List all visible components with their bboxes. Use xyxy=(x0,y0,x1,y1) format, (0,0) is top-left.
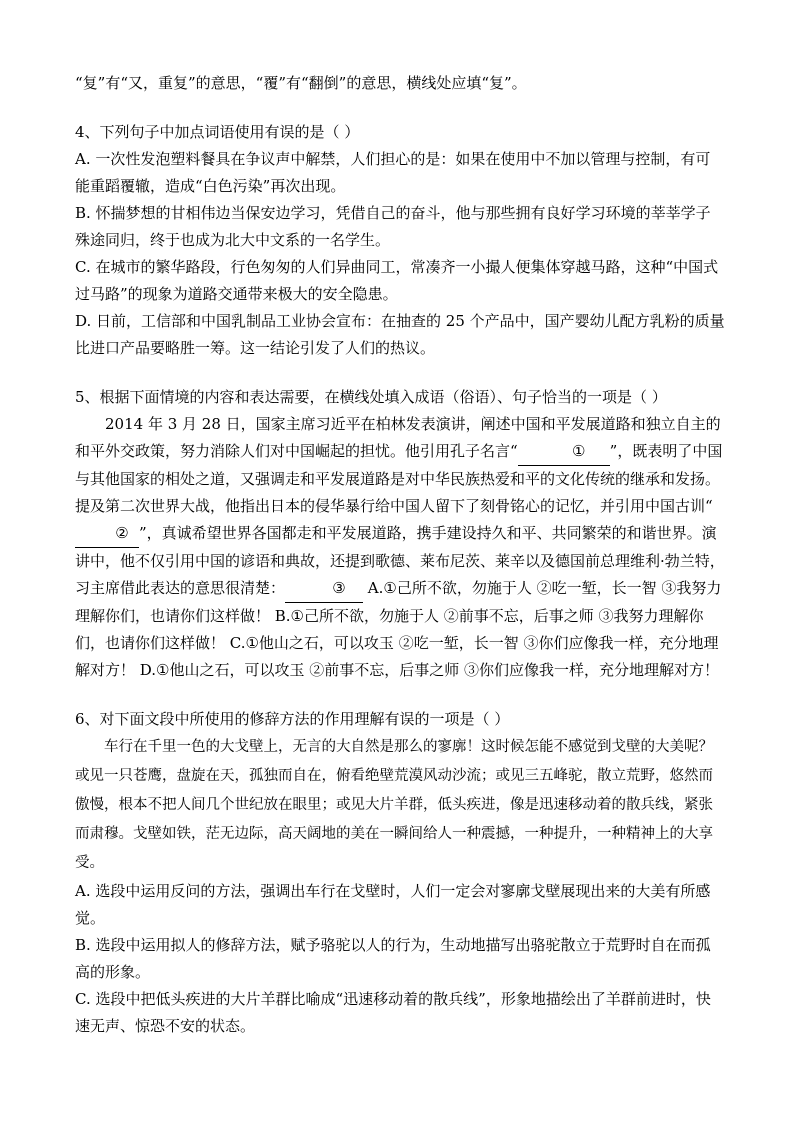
answer-explanation-line: “复”有“又，重复”的意思，“覆”有“翻倒”的意思，横线处应填“复”。 xyxy=(75,74,527,92)
question-4-option-a: A. 一次性发泡塑料餐具在争议声中解禁，人们担心的是：如果在使用中不加以管理与控制，有可能重蹈覆辙，造成“白色污染”再次出现。 xyxy=(75,150,711,195)
fill-blank-2: ② xyxy=(75,520,139,548)
question-4-stem: 4、下列句子中加点词语使用有误的是（ ） xyxy=(75,123,360,141)
document-page xyxy=(75,70,725,1040)
question-5-options: A.①己所不欲，勿施于人 ②吃一堑，长一智 ③我努力理解你们，也请你们这样做！ B.①己所不欲，勿施于人 ②前事不忘，后事之师 ③我努力理解你们，也请你们这样做！ C.①他山之石，可以攻玉 ②吃一堑，长一智 ③你们应像我一样，充分地理解对方！ D.①他山之石，可以攻玉 ②前事不忘，后事之师 ③你们应像我一样，充分地理解对方！ xyxy=(75,579,722,679)
question-6 xyxy=(75,706,725,1040)
question-6-option-b: B. 选段中运用拟人的修辞方法，赋予骆驼以人的行为，生动地描写出骆驼散立于荒野时自在而孤高的形象。 xyxy=(75,936,711,981)
question-4-option-d: D. 日前，工信部和中国乳制品工业协会宣布：在抽查的 25 个产品中，国产婴幼儿配方乳粉的质量比进口产品要略胜一筹。这一结论引发了人们的热议。 xyxy=(75,312,725,357)
passage-part-3: ”，真诚希望世界各国都走和平发展道路，携手建设持久和平、共同繁荣的和谐世界。演讲中，他不仅引用中国的谚语和典故，还提到歌德、莱布尼茨、莱辛以及德国前总理维利·勃兰特，习主席借此表达的意思很清楚： xyxy=(75,524,725,597)
question-4-option-c: C. 在城市的繁华路段，行色匆匆的人们异曲同工，常凑齐一小撮人便集体穿越马路，这种“中国式过马路”的现象为道路交通带来极大的安全隐患。 xyxy=(75,258,719,303)
question-5-stem: 5、根据下面情境的内容和表达需要，在横线处填入成语（俗语）、句子恰当的一项是（ ） xyxy=(75,388,667,406)
passage-part-1: 2014 年 3 月 28 日，国家主席习近平在柏林发表演讲，阐述中国和平发展道路和独立自主的和平外交政策，努力消除人们对中国崛起的担忧。他引用孔子名言“ xyxy=(75,415,721,460)
question-6-passage: 车行在千里一色的大戈壁上，无言的大自然是那么的寥廓！这时候怎能不感觉到戈壁的大美呢？或见一只苍鹰，盘旋在天，孤独而自在，俯看绝壁荒漠风动沙流；或见三五峰驼，散立荒野，悠然而傲慢，根本不把人间几个世纪放在眼里；或见大片羊群，低头疾进，像是迅速移动着的散兵线，紧张而肃穆。戈壁如铁，茫无边际，高天阔地的美在一瞬间给人一种震撼，一种提升，一种精神上的大享受。 xyxy=(75,739,713,871)
question-4-option-b: B. 怀揣梦想的甘相伟边当保安边学习，凭借自己的奋斗，他与那些拥有良好学习环境的莘莘学子殊途同归，终于也成为北大中文系的一名学生。 xyxy=(75,204,711,249)
question-6-option-c: C. 选段中把低头疾进的大片羊群比喻成“迅速移动着的散兵线”，形象地描绘出了羊群前进时，快速无声、惊恐不安的状态。 xyxy=(75,990,711,1035)
fill-blank-3: ③ xyxy=(285,575,363,603)
question-6-stem: 6、对下面文段中所使用的修辞方法的作用理解有误的一项是（ ） xyxy=(75,710,510,728)
fill-blank-1: ① xyxy=(518,438,610,466)
question-4 xyxy=(75,119,725,362)
question-6-option-a: A. 选段中运用反问的方法，强调出车行在戈壁时，人们一定会对寥廓戈壁展现出来的大美有所感觉。 xyxy=(75,882,711,927)
passage-part-2: ”，既表明了中国与其他国家的相处之道，又强调走和平发展道路是对中华民族热爱和平的文化传统的继承和发扬。提及第二次世界大战，他指出日本的侵华暴行给中国人留下了刻骨铭心的记忆，并引用中国古训“ xyxy=(75,442,723,515)
question-5-passage xyxy=(75,411,725,684)
question-5 xyxy=(75,384,725,684)
